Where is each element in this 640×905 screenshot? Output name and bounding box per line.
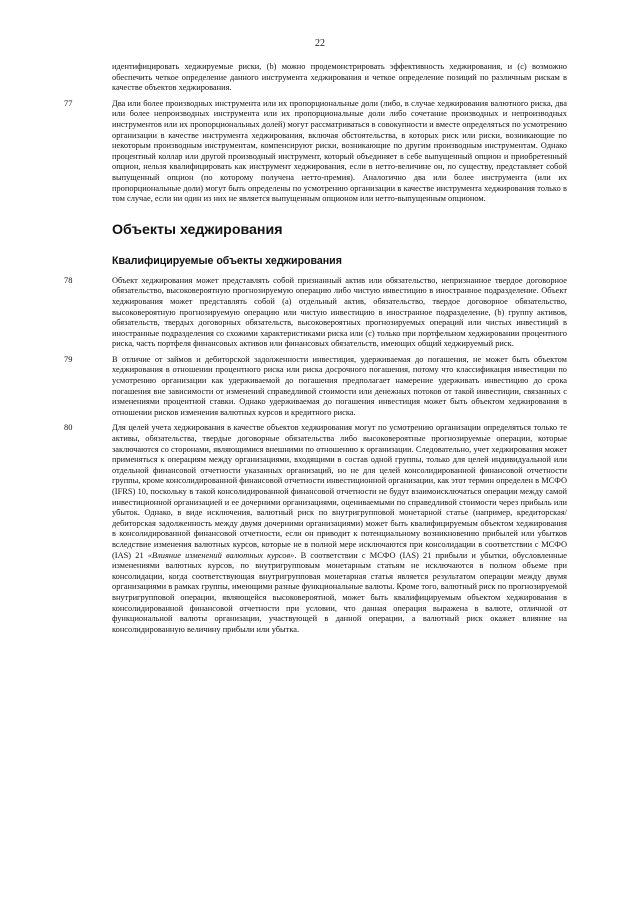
paragraph-number: 80 xyxy=(64,423,73,433)
paragraph-text: Два или более производных инструмента или их пропорциональные доли (либо, в случае хеджирования валютного риска, два или более непроизводных инструмента или их пропорциональные доли либо сочетание производных и непроизводных инструментов или их пропорциональных долей) могут рассматриваться в совокупности и вместе определяться по усмотрению организации в качестве инструмента хеджирования, включая обстоятельства, в которых риск или риски, возникающие по некоторым производным инструментам, компенсируют риски, возникающие по другим производным инструментам. Однако процентный коллар или другой производный инструмент, который объединяет в себе выпущенный опцион и приобретенный опцион, нельзя квалифицировать как инструмент хеджирования, если в нетто-величине он, по существу, представляет собой выпущенный опцион (по которому получена нетто-премия). Аналогично два или более инструмента (или их пропорциональные доли) могут быть определены по усмотрению организации в качестве инструмента хеджирования только в том случае, если ни один из них не является выпущенным опционом или нетто-выпущенным опционом. xyxy=(112,98,567,204)
paragraph-text-part: Для целей учета хеджирования в качестве объектов хеджирования могут по усмотрению организации определяться только те активы, обязательства, твердые договорные обязательства либо высоковероятные прогнозируемые операции, которые заключаются со сторонами, являющимися внешними по отношению к организации. Следовательно, учет хеджирования может применяться к операциям между организациями, входящими в состав одной группы, только для целей индивидуальной или отдельной финансовой отчетности указанных организаций, но не для целей консолидированной финансовой отчетности группы, кроме консолидированной финансовой отчетности инвестиционной организации, как этот термин определен в МСФО (IFRS) 10, поскольку в такой консолидированной финансовой отчетности не будут взаимоисключаться операции между самой инвестиционной организацией и ее дочерними организациями, оцениваемыми по справедливой стоимости через прибыль или убыток. Однако, в виде исключения, валютный риск по внутригрупповой монетарной статье (например, кредиторская/дебиторская задолженность между двумя дочерними организациями) может быть квалифицируемым объектом хеджирования в консолидированной финансовой отчетности, если он приводит к потенциальному возникновению прибылей или убытков вследствие изменения валютных курсов, которые не в полной мере исключаются при консолидации в соответствии с МСФО (IAS) 21 xyxy=(112,423,567,560)
continuation-paragraph: идентифицировать хеджируемые риски, (b) можно продемонстрировать эффективность хеджирования, и (c) возможно обеспечить четкое определение данного инструмента хеджирования и четкое определение позиций по различным рискам в качестве объектов хеджирования. xyxy=(112,62,567,93)
paragraph-77 xyxy=(64,98,567,205)
paragraph-number: 78 xyxy=(64,275,73,285)
paragraph-number: 77 xyxy=(64,98,73,108)
page-number: 22 xyxy=(315,38,325,49)
paragraph-80 xyxy=(64,423,567,635)
paragraph-text-part: . В соответствии с МСФО (IAS) 21 прибыли и убытки, обусловленные изменениями валютных курсов, по внутригрупповым монетарным статьям не исключаются в полном объеме при консолидации, когда соответствующая внутригрупповая монетарная статья является результатом операции между двумя организациями в рамках группы, имеющими разные функциональные валюты. Кроме того, валютный риск по прогнозируемой внутригрупповой операции, являющейся высоковероятной, может быть квалифицируемым объектом хеджирования в консолидированной финансовой отчетности при условии, что данная операция выражена в валюте, отличной от функциональной валюты организации, участвующей в данной операции, а валютный риск окажет влияние на консолидированную величину прибыли или убытка. xyxy=(112,550,567,634)
paragraph-text: В отличие от займов и дебиторской задолженности инвестиция, удерживаемая до погашения, не может быть объектом хеджирования в отношении процентного риска или риска досрочного погашения, потому что классификация инвестиции по усмотрению организации как удерживаемой до погашения предполагает намерение удерживать инвестицию до срока погашения вне зависимости от изменений справедливой стоимости или денежных потоков от такой инвестиции, связанных с изменениями процентной ставки. Однако удерживаемая до погашения инвестиция может быть объектом хеджирования в отношении рисков изменения валютных курсов и кредитного риска. xyxy=(112,354,567,417)
document-body xyxy=(64,62,567,640)
subsection-heading: Квалифицируемые объекты хеджирования xyxy=(112,254,342,267)
paragraph-number: 79 xyxy=(64,354,73,364)
paragraph-text: Объект хеджирования может представлять собой признанный актив или обязательство, непризнанное твердое договорное обязательство, высоковероятную прогнозируемую операцию либо чистую инвестицию в иностранное подразделение. Объект хеджирования может представлять собой (a) отдельный актив, обязательство, твердое договорное обязательство, высоковероятную прогнозируемую операцию или чистую инвестицию в иностранное подразделение, (b) группу активов, обязательств, твердых договорных обязательств, высоковероятных прогнозируемых операций или чистых инвестиций в иностранные подразделения со схожими характеристиками риска или (c) только при портфельном хеджировании процентного риска, часть портфеля финансовых активов или финансовых обязательств, имеющих общий хеджируемый риск. xyxy=(112,275,567,349)
paragraph-79 xyxy=(64,354,567,419)
standard-title-italic: «Влияние изменений валютных курсов» xyxy=(147,550,295,560)
section-heading: Объекты хеджирования xyxy=(112,221,283,238)
paragraph-78 xyxy=(64,275,567,350)
paragraph-text xyxy=(112,423,567,635)
